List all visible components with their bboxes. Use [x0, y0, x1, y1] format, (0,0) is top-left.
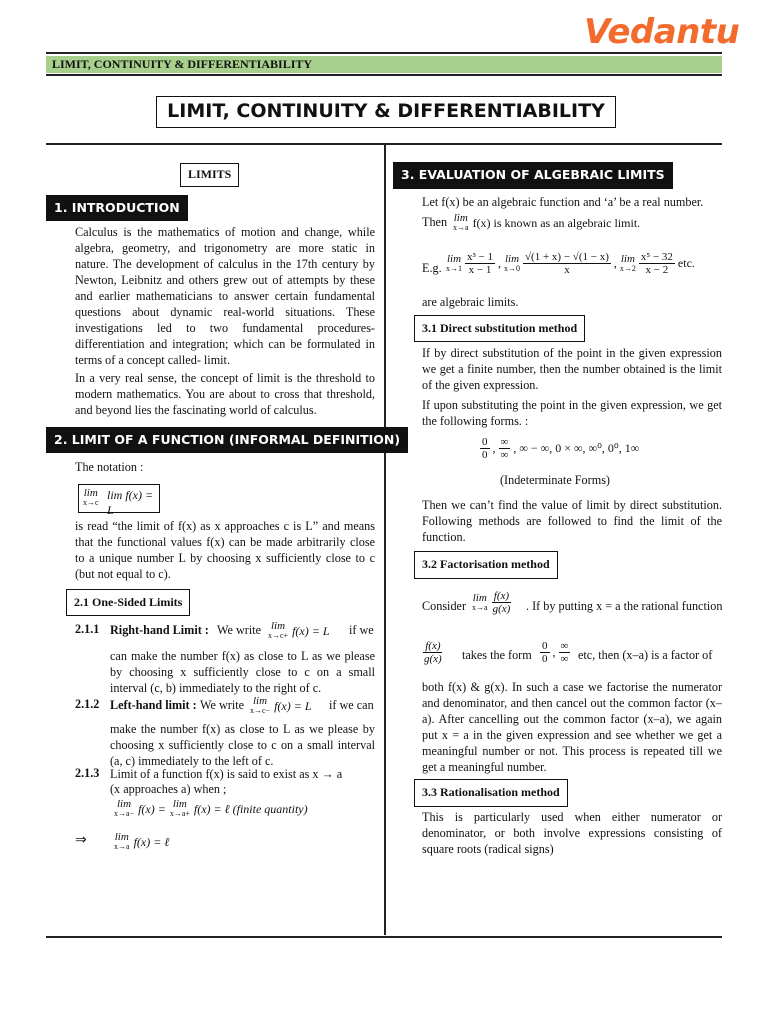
- are-algebraic: are algebraic limits.: [422, 295, 519, 309]
- lh-number: 2.1.2: [75, 697, 100, 711]
- lim-word: lim: [172, 798, 187, 810]
- lim-word: lim: [117, 798, 132, 810]
- consider-denominator: g(x): [492, 603, 511, 615]
- intro-heading: 1. INTRODUCTION: [46, 195, 188, 221]
- ds-paragraph-2: If upon substituting the point in the given expression, we get the following forms. :: [422, 398, 722, 428]
- notation-formula: lim f(x) = L: [107, 488, 154, 517]
- eq2-formula: f(x) = ℓ: [133, 834, 170, 849]
- lh-pre: We write: [200, 698, 245, 712]
- notation-box: [78, 484, 160, 517]
- eq1-sub2: x→a+: [169, 809, 190, 818]
- takes-form-text: takes the form: [462, 648, 532, 662]
- one-sided-box: 2.1 One-Sided Limits: [66, 589, 190, 616]
- rh-sub: x→c+: [268, 631, 289, 640]
- eval-then-sub: x→a: [453, 223, 469, 232]
- consider-sub: x→a: [472, 602, 488, 612]
- form-zero-den: 0: [482, 449, 488, 461]
- lh-formula: f(x) = L: [274, 698, 312, 713]
- rh-text: can make the number f(x) as close to L as we please by choosing x sufficiently close to c on a small interval (c, b) immediately to the right of c.: [110, 649, 375, 695]
- lim-word: lim: [472, 591, 487, 604]
- implies-arrow: ⇒: [75, 833, 87, 848]
- takes-inf-den: ∞: [560, 653, 569, 665]
- lh-sub: x→c−: [250, 706, 271, 715]
- page-title: LIMIT, CONTINUITY & DIFFERENTIABILITY: [156, 96, 616, 128]
- lim-number: 2.1.3: [75, 766, 100, 780]
- takes-numerator: f(x): [425, 640, 441, 652]
- eq1-sub1: x→a−: [114, 809, 135, 818]
- eg2-denominator: x: [564, 264, 570, 276]
- form-zero-num: 0: [482, 436, 488, 448]
- vedantu-logo: Vedantu: [584, 12, 740, 52]
- takes-form-text-2: etc, then (x–a) is a factor of: [578, 648, 713, 662]
- factorisation-paragraph: both f(x) & g(x). In such a case we factorise the numerator and denominator, and then cancel out the common factor (x–a). After cancelling out the common factor (x–a), we again put x = a in the given expression and see whether we get a meaningful number or not. This process is repeated till we get a meaningful number.: [422, 680, 722, 774]
- eg-etc: etc.: [677, 256, 695, 270]
- lim-word: lim: [453, 212, 468, 224]
- eval-heading: 3. EVALUATION OF ALGEBRAIC LIMITS: [393, 162, 673, 189]
- rationalisation-box: 3.3 Rationalisation method: [414, 779, 568, 807]
- eg-label: E.g.: [422, 261, 442, 275]
- form-inf-den: ∞: [500, 449, 509, 461]
- lh-text: make the number f(x) as close to L as we please by choosing x sufficiently close to c on a small interval (a, c) immediately to the left of c.: [110, 722, 375, 768]
- ds-paragraph-1: If by direct substitution of the point in the given expression we get a finite number, then the number obtained is the limit of the given expression.: [422, 346, 722, 392]
- limits-box: LIMITS: [180, 163, 239, 187]
- lim-word: lim: [446, 252, 462, 265]
- lim-word: lim: [83, 487, 98, 499]
- header-rule: [46, 52, 722, 54]
- eval-then-text: f(x) is known as an algebraic limit.: [472, 215, 641, 230]
- takes-inf-num: ∞: [560, 640, 569, 652]
- consider-post: . If by putting x = a the rational function: [526, 599, 723, 613]
- band-rule: [46, 74, 722, 76]
- rh-formula: f(x) = L: [292, 623, 330, 638]
- indeterminate-forms-list: ∞ − ∞, 0 × ∞, ∞⁰, 0⁰, 1∞: [519, 441, 640, 455]
- eg3-numerator: x⁵ − 32: [640, 251, 673, 263]
- consider-numerator: f(x): [493, 590, 510, 602]
- eg2-sub: x→0: [504, 263, 521, 273]
- rh-label: Right-hand Limit :: [110, 623, 209, 637]
- takes-zero-den: 0: [542, 653, 548, 665]
- eg2-numerator: √(1 + x) − √(1 − x): [525, 251, 609, 263]
- ds-paragraph-3: Then we can’t find the value of limit by direct substitution. Following methods are followed to find the limit of the function.: [422, 498, 722, 544]
- limit-heading: 2. LIMIT OF A FUNCTION (INFORMAL DEFINITION): [46, 427, 408, 453]
- lh-post: if we can: [329, 698, 374, 712]
- eq1-part-a: f(x) =: [138, 801, 166, 816]
- lim-word: lim: [114, 831, 129, 843]
- takes-denominator: g(x): [424, 653, 442, 665]
- rh-post: if we: [349, 623, 374, 637]
- intro-paragraph-2: In a very real sense, the concept of limit is the threshold to modern mathematics. You are about to cross that threshold, and beyond lies the fascinating world of calculus.: [75, 371, 375, 417]
- direct-substitution-box: 3.1 Direct substitution method: [414, 315, 585, 342]
- lim-word: lim: [271, 620, 286, 632]
- rh-number: 2.1.1: [75, 622, 100, 636]
- eq2-sub: x→a: [114, 842, 130, 851]
- eq1-part-b: f(x) = ℓ (finite quantity): [193, 801, 308, 816]
- form-inf-num: ∞: [500, 436, 509, 448]
- indeterminate-label: (Indeterminate Forms): [500, 473, 610, 487]
- lh-label: Left-hand limit :: [110, 698, 197, 712]
- lim-text-2: (x approaches a) when ;: [110, 782, 227, 796]
- column-divider: [384, 143, 386, 935]
- eg1-sub: x→1: [446, 263, 462, 273]
- lim-word: lim: [504, 252, 520, 265]
- rh-pre: We write: [217, 623, 262, 637]
- chapter-band: LIMIT, CONTINUITY & DIFFERENTIABILITY: [46, 56, 722, 73]
- read-paragraph: is read “the limit of f(x) as x approaches c is L” and means that the functional values f(x) can be made arbitrarily close to a unique number L by choosing x sufficiently close to c (but not equal to c).: [75, 519, 375, 581]
- eg3-sub: x→2: [619, 263, 636, 273]
- lim-text-1: Limit of a function f(x) is said to exist as x → a: [110, 767, 343, 781]
- eg1-numerator: x³ − 1: [467, 251, 494, 263]
- factorisation-box: 3.2 Factorisation method: [414, 551, 558, 579]
- rationalisation-paragraph: This is particularly used when either numerator or denominator, or both involve expressions consisting of square roots (radical signs): [422, 810, 722, 856]
- eval-then: Then: [422, 215, 448, 229]
- eg3-denominator: x − 2: [645, 264, 669, 276]
- content-bottom-rule: [46, 936, 722, 938]
- notation-sub: x→c: [83, 498, 99, 507]
- consider-label: Consider: [422, 599, 467, 613]
- lim-word: lim: [620, 252, 635, 265]
- lim-word: lim: [253, 695, 268, 707]
- eg1-denominator: x − 1: [468, 264, 492, 276]
- notation-label: The notation :: [75, 460, 144, 474]
- intro-paragraph: Calculus is the mathematics of motion and change, while algebra, geometry, and trigonometry are more static in nature. The development of calculus in the 17th century by Newton, Leibnitz and others grew out of attempts by these and earlier mathematicians to answer certain fundamental questions about dynamic real-world situations. These investigations led to two fundamental procedures- differentiation and integration; which can be formulated in terms of a concept called- limit.: [75, 225, 375, 367]
- takes-zero-num: 0: [542, 640, 548, 652]
- eval-p1: Let f(x) be an algebraic function and ‘a’ be a real number.: [422, 195, 704, 209]
